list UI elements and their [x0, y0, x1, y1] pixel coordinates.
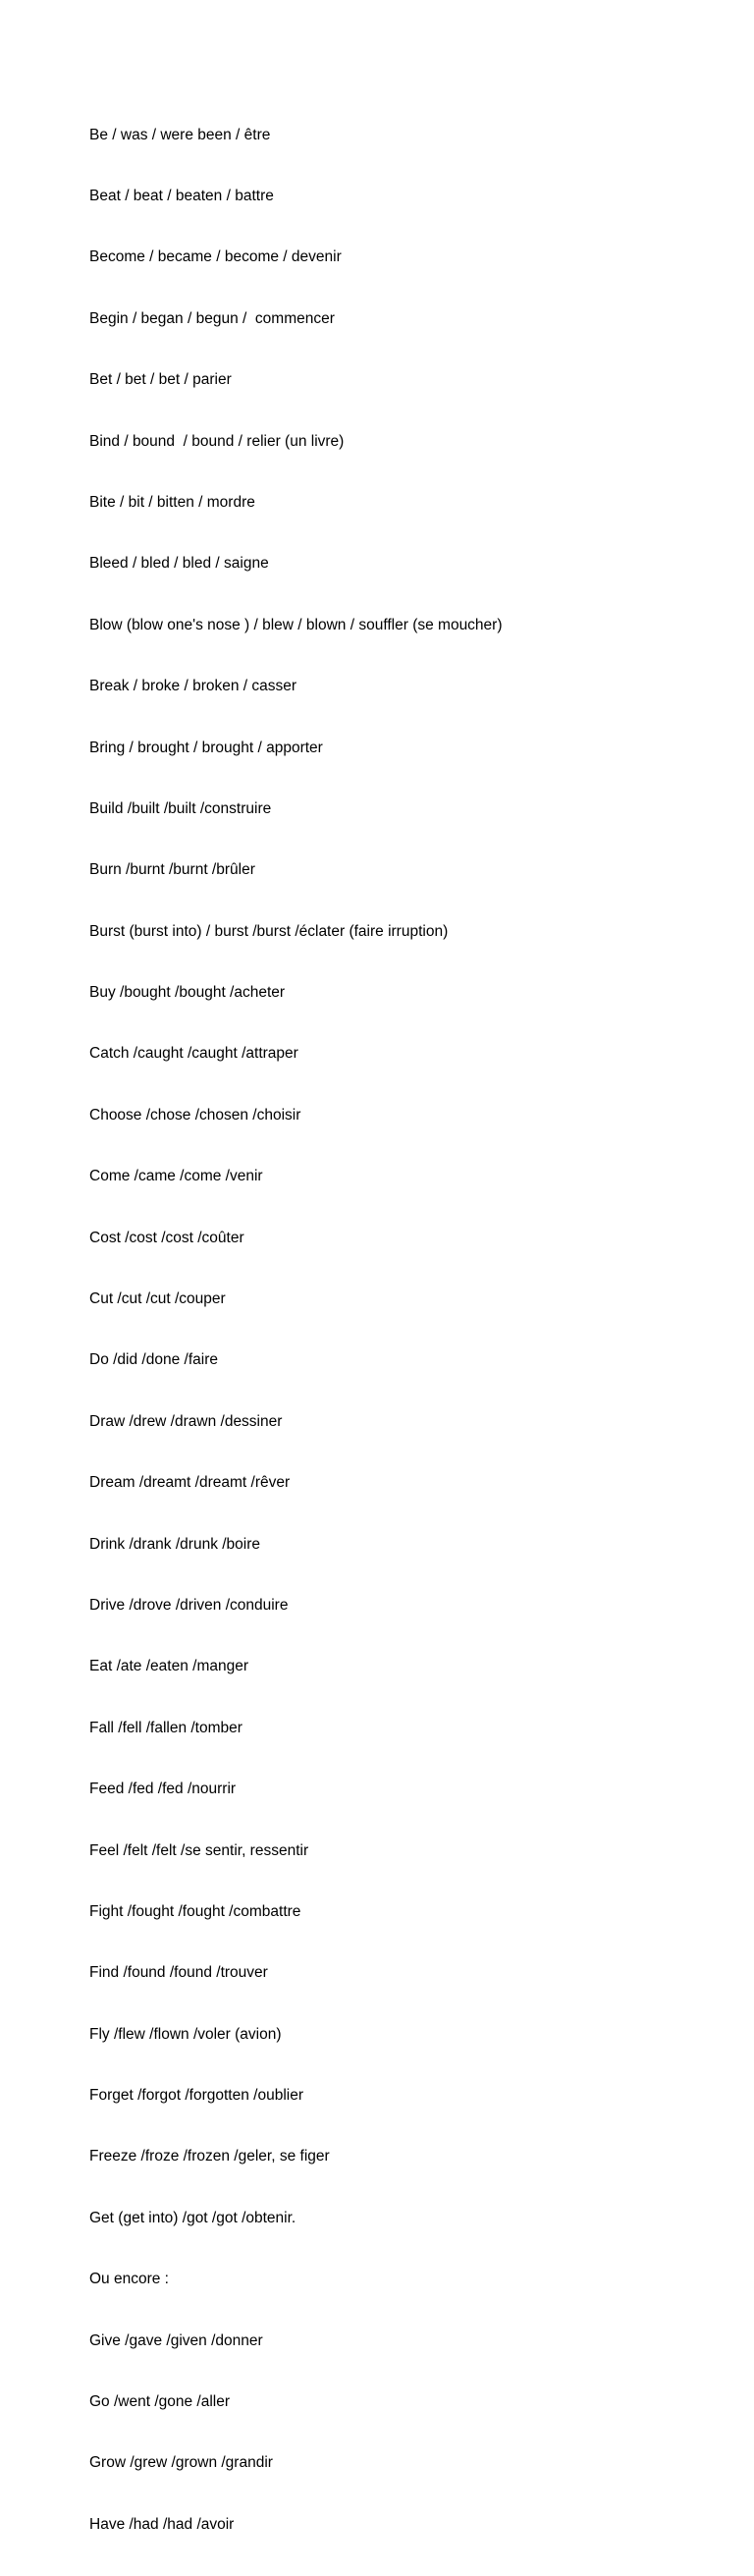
verb-line: Do /did /done /faire	[89, 1351, 218, 1369]
verb-line: Drink /drank /drunk /boire	[89, 1535, 261, 1553]
verb-line: Drive /drove /driven /conduire	[89, 1596, 289, 1614]
verb-line: Give /gave /given /donner	[89, 2331, 263, 2349]
irregular-verb-list	[89, 84, 503, 2576]
verb-line: Bleed / bled / bled / saigne	[89, 555, 269, 573]
verb-line: Choose /chose /chosen /choisir	[89, 1106, 301, 1124]
verb-line: Go /went /gone /aller	[89, 2393, 231, 2411]
verb-line: Feel /felt /felt /se sentir, ressentir	[89, 1841, 309, 1859]
verb-line: Burn /burnt /burnt /brûler	[89, 861, 255, 879]
verb-line: Catch /caught /caught /attraper	[89, 1045, 298, 1063]
verb-line: Come /came /come /venir	[89, 1168, 263, 1185]
verb-line: Feed /fed /fed /nourrir	[89, 1781, 237, 1798]
verb-line: Build /built /built /construire	[89, 799, 272, 817]
verb-line: Burst (burst into) / burst /burst /éclater (faire irruption)	[89, 922, 449, 940]
verb-line: Cost /cost /cost /coûter	[89, 1229, 244, 1246]
verb-line: Be / was / were been / être	[89, 126, 271, 143]
verb-line: Bet / bet / bet / parier	[89, 371, 232, 389]
verb-line: Bring / brought / brought / apporter	[89, 739, 323, 756]
verb-line: Buy /bought /bought /acheter	[89, 984, 286, 1002]
verb-line: Beat / beat / beaten / battre	[89, 187, 274, 204]
verb-line: Become / became / become / devenir	[89, 248, 342, 266]
verb-line: Freeze /froze /frozen /geler, se figer	[89, 2148, 330, 2165]
verb-line: Blow (blow one's nose ) / blew / blown / souffler (se moucher)	[89, 616, 503, 633]
verb-line: Find /found /found /trouver	[89, 1964, 268, 1982]
verb-line: Eat /ate /eaten /manger	[89, 1658, 248, 1675]
verb-line: Forget /forgot /forgotten /oublier	[89, 2087, 303, 2105]
verb-line: Get (get into) /got /got /obtenir.	[89, 2209, 296, 2226]
note-line: Ou encore :	[89, 2271, 169, 2288]
verb-line: Fall /fell /fallen /tomber	[89, 1719, 242, 1736]
verb-line: Cut /cut /cut /couper	[89, 1290, 226, 1308]
verb-line: Dream /dreamt /dreamt /rêver	[89, 1474, 291, 1492]
verb-line: Draw /drew /drawn /dessiner	[89, 1412, 283, 1430]
verb-line: Fight /fought /fought /combattre	[89, 1902, 301, 1920]
verb-line: Grow /grew /grown /grandir	[89, 2454, 273, 2472]
verb-line: Fly /flew /flown /voler (avion)	[89, 2025, 282, 2043]
verb-line: Break / broke / broken / casser	[89, 678, 297, 695]
verb-line: Begin / began / begun / commencer	[89, 309, 335, 327]
verb-line: Bind / bound / bound / relier (un livre)	[89, 432, 345, 450]
verb-line: Have /had /had /avoir	[89, 2515, 235, 2533]
verb-line: Bite / bit / bitten / mordre	[89, 493, 255, 511]
